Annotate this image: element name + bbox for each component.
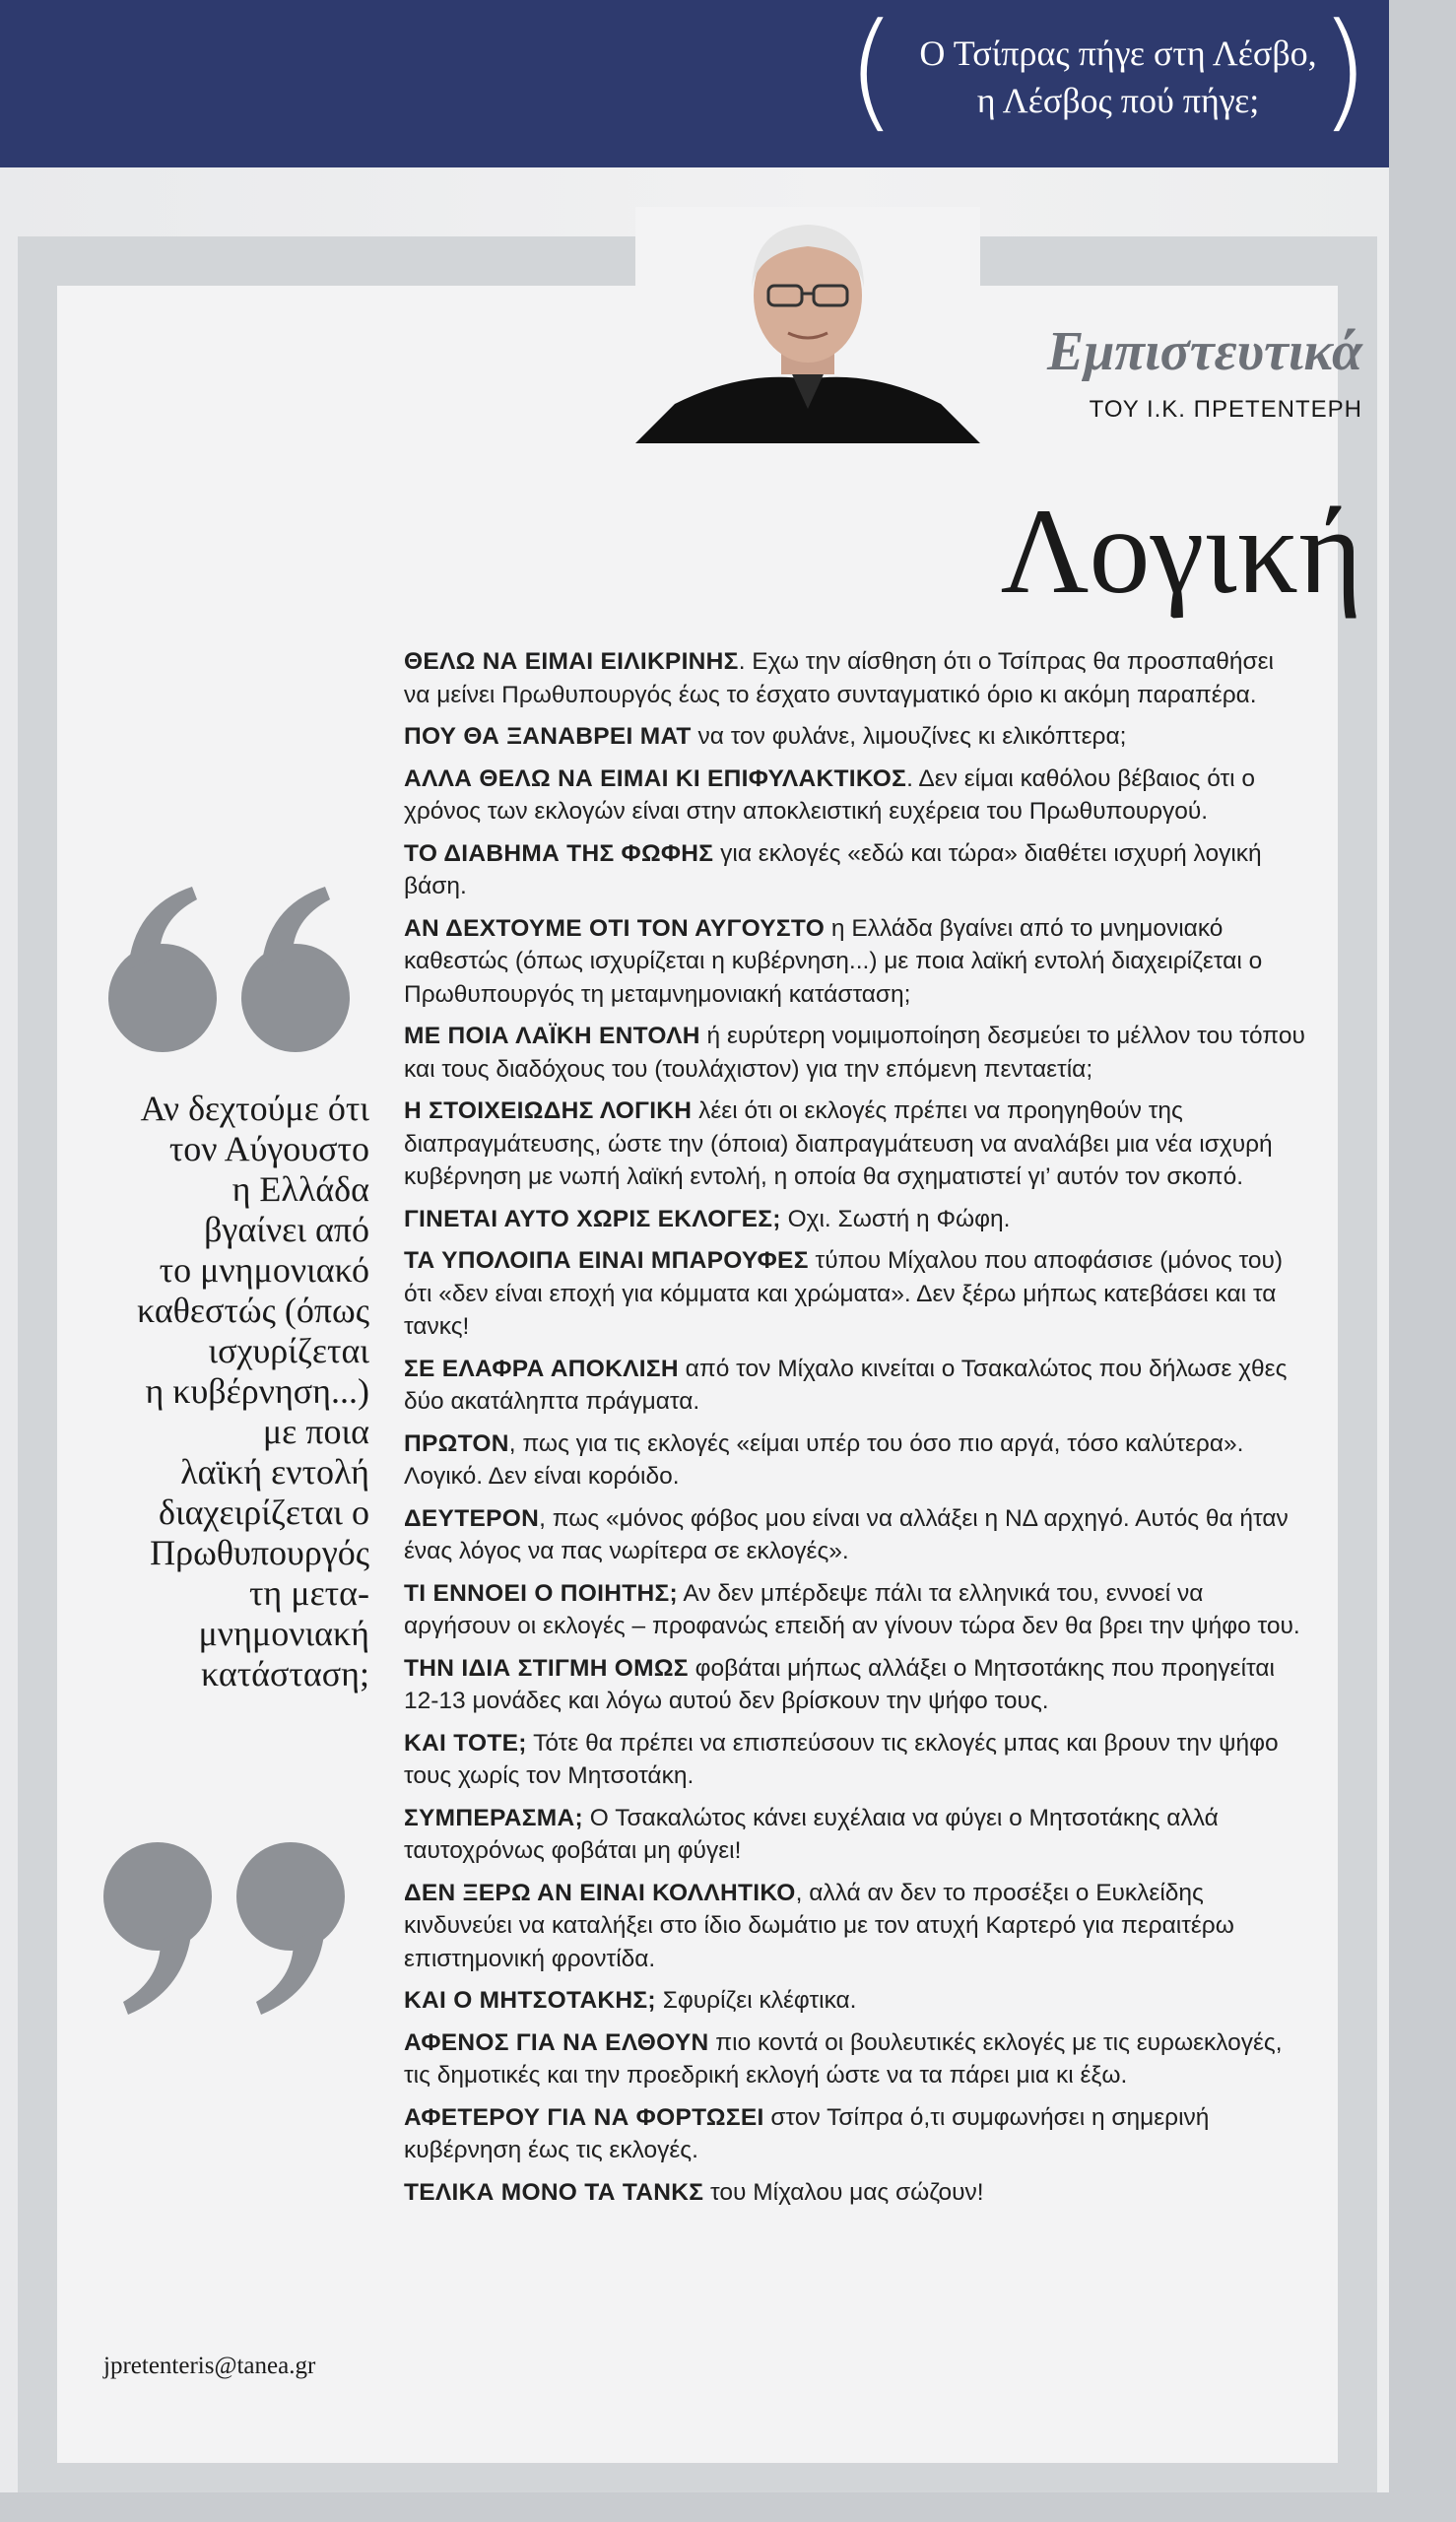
article-paragraph [404,1727,1305,1793]
pull-quote-line: η κυβέρνηση...) [145,1371,369,1411]
article-paragraph [404,2026,1305,2092]
article-paragraph [404,912,1305,1012]
paragraph-text: . Δεν είμαι καθόλου βέβαιος ότι ο χρόνος των εκλογών είναι στην αποκλειστική ευχέρεια του Πρωθυπουργού. [404,764,1256,825]
pull-quote-line: κατάσταση; [201,1654,369,1693]
paragraph-text: Τότε θα πρέπει να επισπεύσουν τις εκλογές μπας και βρουν την ψήφο τους χωρίς τον Μητσοτάκη. [404,1729,1279,1789]
paragraph-lead: ΣΕ ΕΛΑΦΡΑ ΑΠΟΚΛΙΣΗ [404,1355,679,1382]
pull-quote [84,1089,369,1694]
paragraph-lead: ΜΕ ΠΟΙΑ ΛΑΪΚΗ ΕΝΤΟΛΗ [404,1023,700,1049]
paragraph-lead: ΑΦΕΝΟΣ ΓΙΑ ΝΑ ΕΛΘΟΥΝ [404,2028,709,2056]
paragraph-text: από τον Μίχαλο κινείται ο Τσακαλώτος που δήλωσε χθες δύο ακατάληπτα πράγματα. [404,1355,1288,1415]
paragraph-lead: ΠΟΥ ΘΑ ΞΑΝΑΒΡΕΙ ΜΑΤ [404,723,692,750]
pull-quote-line: βγαίνει από [204,1210,369,1249]
headline: Λογική [1000,484,1362,619]
paragraph-text: Σφυρίζει κλέφτικα. [655,1987,857,2014]
paragraph-text: τύπου Μίχαλου που αποφάσισε (μόνος του) ότι «δεν είναι εποχή για κόμματα και χρώματα». Δεν ξέρω μήπως κατεβάσει και τα τανκς! [404,1247,1284,1340]
article-paragraph [404,645,1305,711]
banner-line-2: η Λέσβος πού πήγε; [976,81,1260,120]
pull-quote-line: το μνημονιακό [159,1250,369,1290]
open-quote-icon [89,882,384,1069]
article-paragraph [404,1353,1305,1419]
paragraph-text: Οχι. Σωστή η Φώφη. [780,1205,1011,1232]
paragraph-lead: ΘΕΛΩ ΝΑ ΕΙΜΑΙ ΕΙΛΙΚΡΙΝΗΣ [404,648,739,675]
article-body [404,645,1305,2218]
paragraph-text: να τον φυλάνε, λιμουζίνες κι ελικόπτερα; [691,723,1127,750]
paragraph-text: η Ελλάδα βγαίνει από το μνημονιακό καθεστώς (όπως ισχυρίζεται η κυβέρνηση...) με ποια λαϊκή εντολή διαχειρίζεται ο Πρωθυπουργός τη μεταμνημονιακή κατάσταση; [404,914,1263,1008]
paragraph-text: , πως για τις εκλογές «είμαι υπέρ του όσο πιο αργά, τόσο καλύτερα». Λογικό. Δεν είναι κορόιδο. [404,1429,1244,1490]
article-paragraph [404,1802,1305,1868]
paragraph-lead: ΤΟ ΔΙΑΒΗΜΑ ΤΗΣ ΦΩΦΗΣ [404,839,714,867]
close-quote-icon [79,1832,374,2020]
banner-open-paren: ( [846,0,896,145]
paragraph-lead: ΔΕΥΤΕΡΟΝ [404,1504,540,1532]
pull-quote-line: μνημονιακή [198,1614,369,1653]
paragraph-text: πιο κοντά οι βουλευτικές εκλογές με τις ευρωεκλογές, τις δημοτικές και την προεδρική εκλογή ώστε να τα πάρει μια κι έξω. [404,2028,1283,2089]
paragraph-text: . Εχω την αίσθηση ότι ο Τσίπρας θα προσπαθήσει να μείνει Πρωθυπουργός έως το έσχατο συνταγματικό όριο κι ακόμη παραπέρα. [404,648,1274,708]
paragraph-lead: ΣΥΜΠΕΡΑΣΜΑ; [404,1804,583,1831]
banner-teaser[interactable] [906,30,1330,124]
pull-quote-line: η Ελλάδα [232,1169,369,1209]
paragraph-text: , αλλά αν δεν το προσέξει ο Ευκλείδης κινδυνεύει να καταλήξει στο ίδιο δωμάτιο με τον ατυχή Καρτερό για περαιτέρω επιστημονική φροντίδα. [404,1879,1234,1972]
paragraph-text: Αν δεν μπέρδεψε πάλι τα ελληνικά του, εννοεί να αργήσουν οι εκλογές – προφανώς επειδή αν γίνουν τώρα δεν θα βρει την ψήφο του. [404,1579,1300,1639]
article-paragraph [404,1244,1305,1344]
paragraph-lead: ΚΑΙ Ο ΜΗΤΣΟΤΑΚΗΣ; [404,1987,656,2014]
article-paragraph [404,1577,1305,1643]
pull-quote-line: Αν δεχτούμε ότι [140,1089,369,1128]
article-paragraph [404,1502,1305,1568]
pull-quote-line: τον Αύγουστο [168,1129,369,1168]
article-paragraph [404,763,1305,829]
author-portrait [635,207,980,443]
article-paragraph [404,1203,1305,1236]
author-email-link[interactable]: jpretenteris@tanea.gr [103,2353,316,2379]
pull-quote-line: τη μετα- [248,1573,369,1613]
paragraph-text: του Μίχαλου μας σώζουν! [703,2178,984,2206]
pull-quote-line: Πρωθυπουργός [150,1533,369,1572]
paragraph-lead: ΤΗΝ ΙΔΙΑ ΣΤΙΓΜΗ ΟΜΩΣ [404,1654,689,1682]
pull-quote-line: καθεστώς (όπως [137,1291,369,1330]
banner-close-paren: ) [1319,0,1369,145]
paragraph-lead: Η ΣΤΟΙΧΕΙΩΔΗΣ ΛΟΓΙΚΗ [404,1097,693,1124]
article-paragraph [404,1652,1305,1718]
paragraph-lead: ΓΙΝΕΤΑΙ ΑΥΤΟ ΧΩΡΙΣ ΕΚΛΟΓΕΣ; [404,1205,781,1232]
pull-quote-line: ισχυρίζεται [208,1331,369,1370]
byline: ΤΟΥ Ι.Κ. ΠΡΕΤΕΝΤΕΡΗ [1089,396,1362,423]
article-paragraph [404,1427,1305,1493]
paragraph-lead: ΤΕΛΙΚΑ ΜΟΝΟ ΤΑ ΤΑΝΚΣ [404,2178,704,2206]
paragraph-text: λέει ότι οι εκλογές πρέπει να προηγηθούν της διαπραγμάτευσης, ώστε την (όποια) διαπραγμάτευση να αναλάβει μια νέα ισχυρή κυβέρνηση με νωπή λαϊκή εντολή, η οποία θα σχηματιστεί γι’ αυτόν τον σκοπό. [404,1097,1273,1190]
paragraph-text: Ο Τσακαλώτος κάνει ευχέλαια να φύγει ο Μητσοτάκης αλλά ταυτοχρόνως φοβάται μη φύγει! [404,1804,1219,1864]
paragraph-lead: ΠΡΩΤΟΝ [404,1429,509,1457]
paragraph-text: στον Τσίπρα ό,τι συμφωνήσει η σημερινή κυβέρνηση έως τις εκλογές. [404,2103,1210,2163]
paragraph-text: , πως «μόνος φόβος μου είναι να αλλάξει η ΝΔ αρχηγό. Αυτός θα ήταν ένας λόγος να πας νωρίτερα σε εκλογές». [404,1504,1289,1564]
paragraph-text: φοβάται μήπως αλλάξει ο Μητσοτάκης που προηγείται 12-13 μονάδες και λόγω αυτού δεν βρίσκουν την ψήφο τους. [404,1654,1275,1714]
pull-quote-line: λαϊκή εντολή [180,1452,369,1492]
paragraph-text: για εκλογές «εδώ και τώρα» διαθέτει ισχυρή λογική βάση. [404,839,1262,899]
paragraph-lead: ΑΝ ΔΕΧΤΟΥΜΕ ΟΤΙ ΤΟΝ ΑΥΓΟΥΣΤΟ [404,914,826,942]
page-edge [0,2492,1456,2522]
paragraph-lead: ΔΕΝ ΞΕΡΩ ΑΝ ΕΙΝΑΙ ΚΟΛΛΗΤΙΚΟ [404,1879,796,1906]
banner-line-1: Ο Τσίπρας πήγε στη Λέσβο, [919,33,1317,73]
top-banner [0,0,1389,167]
article-paragraph [404,1877,1305,1976]
article-paragraph [404,837,1305,903]
article-paragraph [404,1984,1305,2018]
article-paragraph [404,720,1305,754]
article-paragraph [404,1020,1305,1086]
paragraph-lead: ΤΙ ΕΝΝΟΕΙ Ο ΠΟΙΗΤΗΣ; [404,1579,678,1607]
paragraph-lead: ΤΑ ΥΠΟΛΟΙΠΑ ΕΙΝΑΙ ΜΠΑΡΟΥΦΕΣ [404,1247,809,1274]
article-paragraph [404,2176,1305,2210]
pull-quote-line: με ποια [262,1412,369,1451]
paragraph-lead: ΑΦΕΤΕΡΟΥ ΓΙΑ ΝΑ ΦΟΡΤΩΣΕΙ [404,2103,764,2131]
paragraph-lead: ΑΛΛΑ ΘΕΛΩ ΝΑ ΕΙΜΑΙ ΚΙ ΕΠΙΦΥΛΑΚΤΙΚΟΣ [404,764,907,792]
pull-quote-line: διαχειρίζεται ο [159,1493,369,1532]
article-paragraph [404,1095,1305,1194]
article-paragraph [404,2101,1305,2167]
column-name: Εμπιστευτικά [1046,321,1362,382]
paragraph-text: ή ευρύτερη νομιμοποίηση δεσμεύει το μέλλον του τόπου και τους διαδόχους του (τουλάχιστον) για την επόμενη πενταετία; [404,1023,1305,1083]
paragraph-lead: ΚΑΙ ΤΟΤΕ; [404,1729,527,1757]
